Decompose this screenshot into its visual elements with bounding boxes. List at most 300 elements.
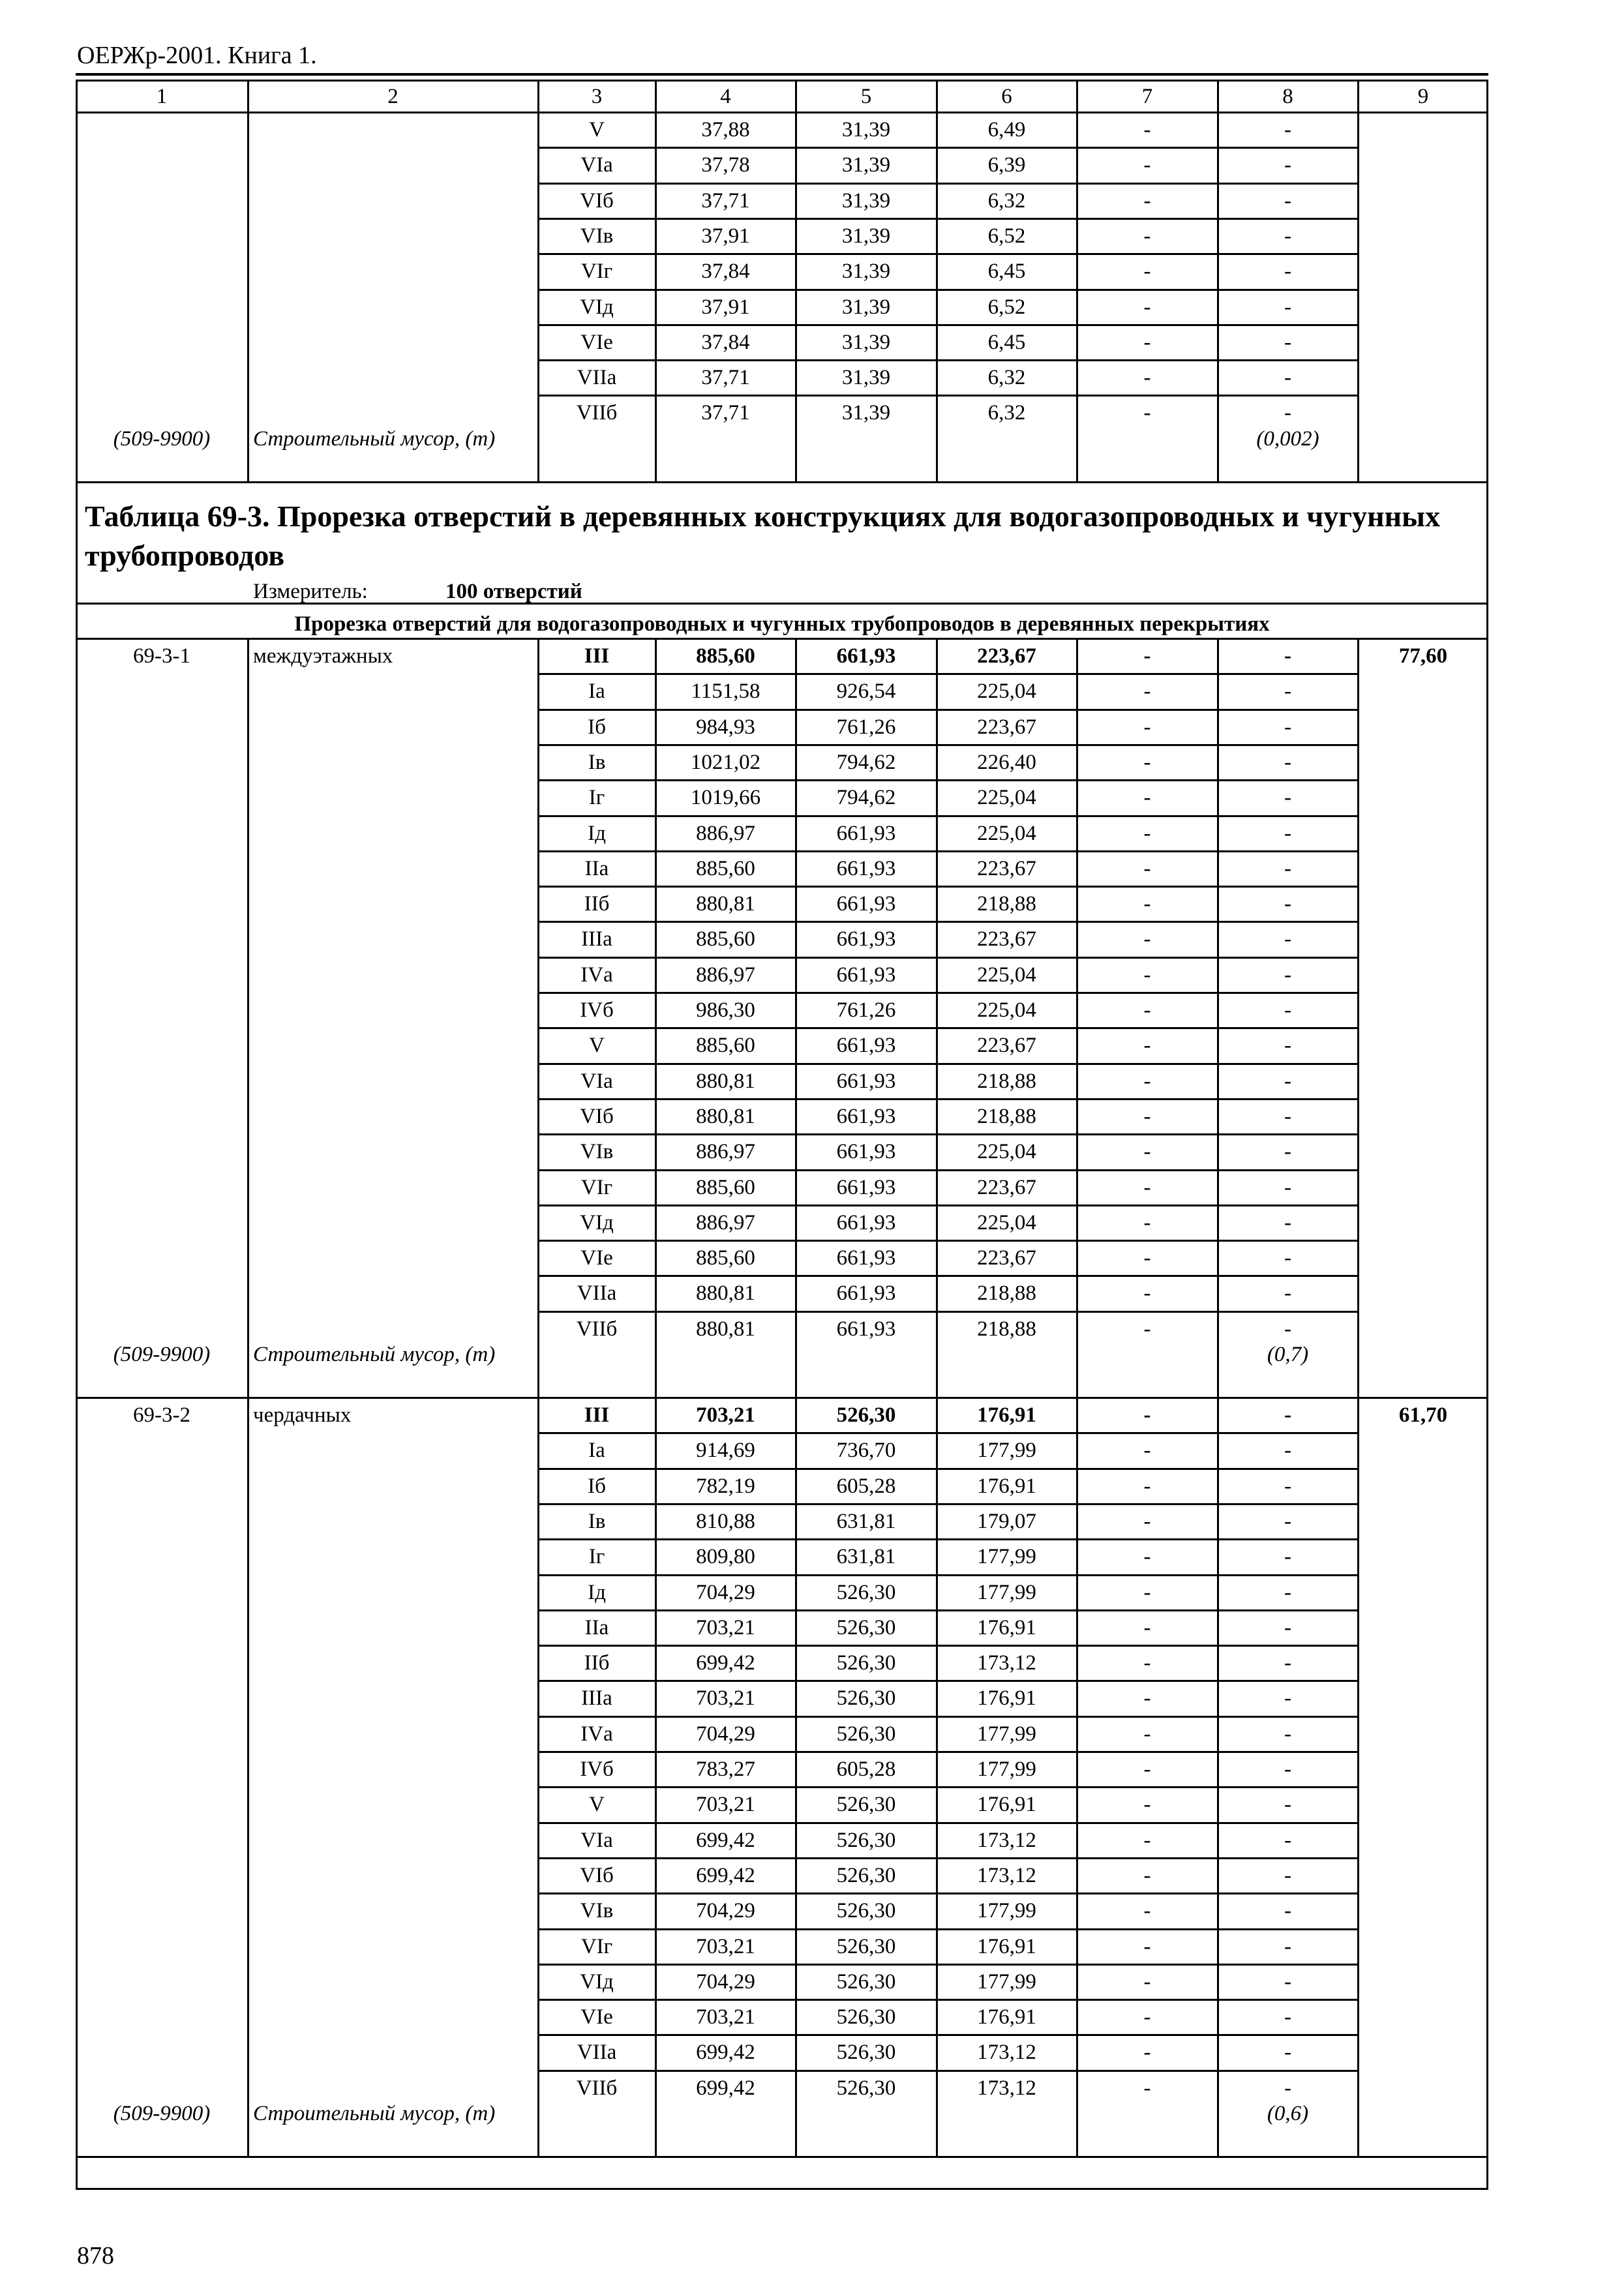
value-cell: 225,04 xyxy=(977,821,1036,845)
value-cell: 526,30 xyxy=(836,1793,896,1817)
value-cell: 526,30 xyxy=(836,1722,896,1746)
zone-cell: VIIб xyxy=(576,1317,618,1341)
zone-cell: VIд xyxy=(580,1210,614,1234)
column-number: 5 xyxy=(860,85,872,108)
row-rule xyxy=(538,289,1358,291)
zone-cell: Iд xyxy=(588,1580,606,1604)
value-cell: 177,99 xyxy=(977,1545,1036,1569)
value-cell: 886,97 xyxy=(696,963,755,987)
value-cell: - xyxy=(1143,2005,1151,2029)
zone-cell: Iд xyxy=(588,821,606,845)
row-rule xyxy=(538,1311,1358,1313)
zone-cell: VIе xyxy=(580,330,613,354)
value-cell: 177,99 xyxy=(977,1722,1036,1746)
value-cell: - xyxy=(1143,1140,1151,1164)
row-rule xyxy=(76,638,1488,640)
value-cell: 6,32 xyxy=(987,401,1026,425)
value-cell: 661,93 xyxy=(836,644,896,668)
row-rule xyxy=(538,1964,1358,1966)
value-cell: - xyxy=(1143,1651,1151,1675)
zone-cell: Iв xyxy=(588,1509,606,1533)
value-cell: - xyxy=(1284,401,1291,425)
item-name: междуэтажных xyxy=(253,644,393,668)
value-cell: - xyxy=(1143,821,1151,845)
value-cell: - xyxy=(1143,1210,1151,1234)
zone-cell: IIа xyxy=(584,1615,609,1639)
labor-cost: 77,60 xyxy=(1398,644,1448,668)
column-rule xyxy=(247,80,249,112)
value-cell: 631,81 xyxy=(836,1509,896,1533)
zone-cell: VIг xyxy=(580,260,613,284)
zone-cell: VIIб xyxy=(576,2076,618,2100)
row-rule xyxy=(538,1432,1358,1434)
row-rule xyxy=(76,1397,1488,1399)
column-rule xyxy=(936,80,938,112)
value-cell: 176,91 xyxy=(977,1403,1036,1427)
column-rule xyxy=(936,1398,938,2157)
value-cell: - xyxy=(1284,1686,1291,1711)
column-rule xyxy=(936,112,938,482)
zone-cell: VIг xyxy=(580,1175,613,1199)
row-rule xyxy=(538,2070,1358,2072)
value-cell: 37,84 xyxy=(701,260,750,284)
value-cell: 218,88 xyxy=(977,1281,1036,1306)
value-cell: 37,71 xyxy=(701,188,750,213)
zone-cell: VIв xyxy=(580,1899,614,1923)
value-cell: 526,30 xyxy=(836,2005,896,2029)
table-title: Таблица 69-3. Прорезка отверстий в деревянных конструкциях для водогазопроводных и чугунных трубопроводов xyxy=(85,500,1441,572)
column-rule xyxy=(1076,638,1078,1398)
value-cell: - xyxy=(1143,892,1151,916)
value-cell: 699,42 xyxy=(696,1828,755,1852)
value-cell: 661,93 xyxy=(836,1246,896,1270)
row-rule xyxy=(538,1503,1358,1505)
value-cell: 6,45 xyxy=(987,330,1026,354)
value-cell: 631,81 xyxy=(836,1545,896,1569)
column-rule xyxy=(537,112,539,482)
value-cell: 926,54 xyxy=(836,680,896,704)
value-cell: 225,04 xyxy=(977,963,1036,987)
column-rule xyxy=(1076,1398,1078,2157)
value-cell: 6,52 xyxy=(987,295,1026,319)
value-cell: - xyxy=(1143,1403,1151,1427)
value-cell: 223,67 xyxy=(977,715,1036,739)
row-rule xyxy=(538,886,1358,888)
value-cell: 794,62 xyxy=(836,786,896,810)
row-rule xyxy=(76,112,1488,113)
column-number: 1 xyxy=(156,85,168,108)
column-rule xyxy=(1217,80,1219,112)
column-number: 8 xyxy=(1282,85,1293,108)
zone-cell: IVб xyxy=(580,1758,614,1781)
waste-value: (0,7) xyxy=(1267,1343,1309,1366)
value-cell: 704,29 xyxy=(696,1580,755,1604)
value-cell: 218,88 xyxy=(977,1104,1036,1128)
value-cell: - xyxy=(1143,1580,1151,1604)
zone-cell: IIIа xyxy=(581,1686,612,1711)
value-cell: - xyxy=(1143,1474,1151,1498)
row-rule xyxy=(538,183,1358,185)
value-cell: - xyxy=(1284,1934,1291,1958)
waste-code: (509-9900) xyxy=(113,426,211,451)
row-rule xyxy=(538,1786,1358,1788)
zone-cell: VIг xyxy=(580,1934,613,1958)
value-cell: - xyxy=(1284,1651,1291,1675)
value-cell: 661,93 xyxy=(836,1034,896,1058)
value-cell: 703,21 xyxy=(696,1686,755,1711)
value-cell: - xyxy=(1143,856,1151,880)
zone-cell: VIIа xyxy=(577,366,617,390)
value-cell: 37,71 xyxy=(701,366,750,390)
value-cell: - xyxy=(1143,295,1151,319)
zone-cell: Iг xyxy=(588,786,605,810)
value-cell: 173,12 xyxy=(977,1863,1036,1887)
zone-cell: III xyxy=(584,644,610,668)
row-rule xyxy=(538,1751,1358,1753)
row-rule xyxy=(538,1240,1358,1242)
value-cell: - xyxy=(1284,1034,1291,1058)
column-number: 6 xyxy=(1001,85,1012,108)
value-cell: 526,30 xyxy=(836,1969,896,1994)
value-cell: 661,93 xyxy=(836,821,896,845)
row-rule xyxy=(538,1716,1358,1718)
zone-cell: Iб xyxy=(588,1474,606,1498)
waste-label: Строительный мусор, (т) xyxy=(253,2102,496,2125)
value-cell: 173,12 xyxy=(977,1651,1036,1675)
value-cell: 1151,58 xyxy=(691,680,760,704)
page-number: 878 xyxy=(77,2242,114,2269)
value-cell: 223,67 xyxy=(977,1034,1036,1058)
value-cell: - xyxy=(1284,715,1291,739)
value-cell: 880,81 xyxy=(696,1069,755,1093)
value-cell: 526,30 xyxy=(836,1651,896,1675)
value-cell: - xyxy=(1284,1069,1291,1093)
document-header: ОЕРЖр-2001. Книга 1. xyxy=(77,42,317,69)
value-cell: 699,42 xyxy=(696,1863,755,1887)
value-cell: 173,12 xyxy=(977,1828,1036,1852)
value-cell: 31,39 xyxy=(841,153,891,177)
value-cell: 223,67 xyxy=(977,927,1036,951)
value-cell: 661,93 xyxy=(836,1069,896,1093)
value-cell: 176,91 xyxy=(977,1793,1036,1817)
value-cell: - xyxy=(1143,153,1151,177)
zone-cell: IIIа xyxy=(581,927,612,951)
row-rule xyxy=(538,1680,1358,1682)
row-rule xyxy=(538,1574,1358,1576)
value-cell: 31,39 xyxy=(841,401,891,425)
row-rule xyxy=(538,1098,1358,1100)
value-cell: - xyxy=(1143,1034,1151,1058)
column-rule xyxy=(247,638,249,1398)
value-cell: 526,30 xyxy=(836,1863,896,1887)
zone-cell: IIб xyxy=(584,892,610,916)
value-cell: - xyxy=(1284,188,1291,213)
value-cell: - xyxy=(1284,1403,1291,1427)
zone-cell: IVб xyxy=(580,998,614,1022)
value-cell: 1019,66 xyxy=(690,786,761,810)
value-cell: 661,93 xyxy=(836,1281,896,1306)
value-cell: 223,67 xyxy=(977,644,1036,668)
value-cell: 526,30 xyxy=(836,2041,896,2065)
column-rule xyxy=(795,80,797,112)
value-cell: 886,97 xyxy=(696,821,755,845)
value-cell: 218,88 xyxy=(977,1069,1036,1093)
zone-cell: VIб xyxy=(580,188,614,213)
value-cell: 37,91 xyxy=(701,295,750,319)
value-cell: 31,39 xyxy=(841,330,891,354)
value-cell: 31,39 xyxy=(841,366,891,390)
row-rule xyxy=(538,1645,1358,1647)
row-rule xyxy=(538,957,1358,959)
value-cell: - xyxy=(1143,963,1151,987)
value-cell: - xyxy=(1284,1615,1291,1639)
value-cell: 37,78 xyxy=(701,153,750,177)
row-rule xyxy=(538,1609,1358,1611)
item-name: чердачных xyxy=(253,1403,352,1427)
column-rule xyxy=(537,638,539,1398)
value-cell: 885,60 xyxy=(696,1034,755,1058)
value-cell: - xyxy=(1143,401,1151,425)
value-cell: 885,60 xyxy=(696,927,755,951)
value-cell: - xyxy=(1143,1722,1151,1746)
value-cell: 699,42 xyxy=(696,1651,755,1675)
value-cell: - xyxy=(1143,118,1151,142)
value-cell: 526,30 xyxy=(836,1934,896,1958)
zone-cell: VIв xyxy=(580,224,614,248)
zone-cell: V xyxy=(589,118,605,142)
value-cell: - xyxy=(1284,856,1291,880)
zone-cell: VIIа xyxy=(577,2041,617,2065)
value-cell: 223,67 xyxy=(977,1246,1036,1270)
value-cell: - xyxy=(1143,1615,1151,1639)
value-cell: - xyxy=(1143,715,1151,739)
value-cell: - xyxy=(1284,2005,1291,2029)
column-rule xyxy=(1076,80,1078,112)
value-cell: 699,42 xyxy=(696,2076,755,2100)
value-cell: - xyxy=(1284,1104,1291,1128)
value-cell: - xyxy=(1284,998,1291,1022)
value-cell: 526,30 xyxy=(836,1615,896,1639)
value-cell: - xyxy=(1284,366,1291,390)
measure-value: 100 отверстий xyxy=(445,580,582,603)
column-rule xyxy=(1076,112,1078,482)
value-cell: - xyxy=(1143,224,1151,248)
zone-cell: Iб xyxy=(588,715,606,739)
row-rule xyxy=(538,673,1358,675)
value-cell: 37,84 xyxy=(701,330,750,354)
value-cell: - xyxy=(1143,750,1151,774)
value-cell: 885,60 xyxy=(696,1246,755,1270)
value-cell: 31,39 xyxy=(841,118,891,142)
value-cell: - xyxy=(1284,786,1291,810)
value-cell: - xyxy=(1143,998,1151,1022)
value-cell: 699,42 xyxy=(696,2041,755,2065)
value-cell: 704,29 xyxy=(696,1899,755,1923)
value-cell: 880,81 xyxy=(696,1281,755,1306)
value-cell: 661,93 xyxy=(836,1175,896,1199)
value-cell: - xyxy=(1143,1686,1151,1711)
value-cell: 703,21 xyxy=(696,1403,755,1427)
waste-label: Строительный мусор, (т) xyxy=(253,426,496,451)
column-rule xyxy=(1217,638,1219,1398)
value-cell: - xyxy=(1143,1175,1151,1199)
waste-value: (0,002) xyxy=(1256,426,1319,451)
value-cell: 885,60 xyxy=(696,1175,755,1199)
zone-cell: III xyxy=(584,1403,610,1427)
value-cell: 218,88 xyxy=(977,892,1036,916)
row-rule xyxy=(538,1027,1358,1029)
waste-value: (0,6) xyxy=(1267,2102,1309,2125)
value-cell: - xyxy=(1284,644,1291,668)
value-cell: 526,30 xyxy=(836,1899,896,1923)
section-heading: Прорезка отверстий для водогазопроводных и чугунных трубопроводов в деревянных перекрытиях xyxy=(294,612,1270,636)
value-cell: 914,69 xyxy=(696,1439,755,1463)
zone-cell: VIа xyxy=(580,153,613,177)
value-cell: - xyxy=(1284,2076,1291,2100)
value-cell: - xyxy=(1284,1474,1291,1498)
value-cell: 880,81 xyxy=(696,892,755,916)
zone-cell: VIд xyxy=(580,295,614,319)
value-cell: - xyxy=(1143,2041,1151,2065)
row-rule xyxy=(538,1928,1358,1930)
value-cell: 177,99 xyxy=(977,1580,1036,1604)
row-rule xyxy=(538,359,1358,361)
row-rule xyxy=(538,2034,1358,2036)
value-cell: - xyxy=(1284,1969,1291,1994)
value-cell: 225,04 xyxy=(977,998,1036,1022)
row-rule xyxy=(538,1468,1358,1470)
value-cell: - xyxy=(1284,963,1291,987)
zone-cell: IVа xyxy=(580,1722,613,1746)
waste-label: Строительный мусор, (т) xyxy=(253,1343,496,1366)
row-rule xyxy=(538,1169,1358,1171)
item-code: 69-3-1 xyxy=(133,644,190,668)
row-rule xyxy=(538,1822,1358,1824)
value-cell: - xyxy=(1143,260,1151,284)
column-rule xyxy=(795,638,797,1398)
value-cell: - xyxy=(1284,1175,1291,1199)
value-cell: 704,29 xyxy=(696,1722,755,1746)
column-rule xyxy=(936,638,938,1398)
value-cell: - xyxy=(1284,680,1291,704)
value-cell: 6,39 xyxy=(987,153,1026,177)
value-cell: 703,21 xyxy=(696,1615,755,1639)
column-rule xyxy=(1217,112,1219,482)
value-cell: 223,67 xyxy=(977,856,1036,880)
header-rule xyxy=(76,73,1488,76)
value-cell: - xyxy=(1143,1969,1151,1994)
row-rule xyxy=(538,992,1358,994)
value-cell: - xyxy=(1143,786,1151,810)
value-cell: 173,12 xyxy=(977,2076,1036,2100)
value-cell: 225,04 xyxy=(977,1210,1036,1234)
value-cell: 703,21 xyxy=(696,1934,755,1958)
value-cell: - xyxy=(1284,1758,1291,1781)
value-cell: 661,93 xyxy=(836,1210,896,1234)
labor-cost: 61,70 xyxy=(1398,1403,1448,1427)
value-cell: 176,91 xyxy=(977,1934,1036,1958)
waste-code: (509-9900) xyxy=(113,1343,211,1366)
zone-cell: VIIб xyxy=(576,401,618,425)
value-cell: 37,88 xyxy=(701,118,750,142)
value-cell: - xyxy=(1143,330,1151,354)
value-cell: - xyxy=(1284,1722,1291,1746)
value-cell: - xyxy=(1284,750,1291,774)
zone-cell: IIа xyxy=(584,856,609,880)
value-cell: - xyxy=(1284,1317,1291,1341)
value-cell: - xyxy=(1143,1317,1151,1341)
zone-cell: VIIа xyxy=(577,1281,617,1306)
value-cell: 226,40 xyxy=(977,750,1036,774)
row-rule xyxy=(538,1999,1358,2001)
zone-cell: VIа xyxy=(580,1069,613,1093)
value-cell: 703,21 xyxy=(696,1793,755,1817)
value-cell: - xyxy=(1284,1281,1291,1306)
value-cell: - xyxy=(1284,1899,1291,1923)
value-cell: - xyxy=(1284,892,1291,916)
value-cell: 809,80 xyxy=(696,1545,755,1569)
row-rule xyxy=(538,395,1358,396)
zone-cell: Iг xyxy=(588,1545,605,1569)
value-cell: - xyxy=(1143,1863,1151,1887)
value-cell: - xyxy=(1284,1246,1291,1270)
value-cell: 179,07 xyxy=(977,1509,1036,1533)
value-cell: 886,97 xyxy=(696,1210,755,1234)
value-cell: 886,97 xyxy=(696,1140,755,1164)
value-cell: 6,32 xyxy=(987,366,1026,390)
value-cell: 176,91 xyxy=(977,1474,1036,1498)
value-cell: - xyxy=(1143,1439,1151,1463)
row-rule xyxy=(538,779,1358,781)
column-rule xyxy=(1357,1398,1359,2157)
value-cell: 31,39 xyxy=(841,188,891,213)
column-rule xyxy=(247,112,249,482)
value-cell: 31,39 xyxy=(841,295,891,319)
zone-cell: VIа xyxy=(580,1828,613,1852)
value-cell: 225,04 xyxy=(977,1140,1036,1164)
zone-cell: V xyxy=(589,1034,605,1058)
zone-cell: VIе xyxy=(580,2005,613,2029)
zone-cell: IIб xyxy=(584,1651,610,1675)
value-cell: - xyxy=(1143,1104,1151,1128)
row-rule xyxy=(538,1538,1358,1540)
value-cell: - xyxy=(1143,1758,1151,1781)
value-cell: 984,93 xyxy=(696,715,755,739)
value-cell: 661,93 xyxy=(836,856,896,880)
value-cell: 6,52 xyxy=(987,224,1026,248)
value-cell: 225,04 xyxy=(977,786,1036,810)
value-cell: 526,30 xyxy=(836,2076,896,2100)
column-rule xyxy=(655,80,657,112)
waste-code: (509-9900) xyxy=(113,2102,211,2125)
value-cell: 176,91 xyxy=(977,2005,1036,2029)
value-cell: - xyxy=(1143,1509,1151,1533)
zone-cell: VIд xyxy=(580,1969,614,1994)
column-rule xyxy=(1217,1398,1219,2157)
value-cell: - xyxy=(1143,1899,1151,1923)
row-rule xyxy=(76,481,1488,483)
value-cell: 37,71 xyxy=(701,401,750,425)
value-cell: - xyxy=(1143,1545,1151,1569)
column-rule xyxy=(1357,112,1359,482)
row-rule xyxy=(76,2156,1488,2158)
zone-cell: VIб xyxy=(580,1104,614,1128)
value-cell: 526,30 xyxy=(836,1403,896,1427)
column-rule xyxy=(537,80,539,112)
value-cell: 177,99 xyxy=(977,1439,1036,1463)
zone-cell: VIе xyxy=(580,1246,613,1270)
value-cell: 885,60 xyxy=(696,644,755,668)
